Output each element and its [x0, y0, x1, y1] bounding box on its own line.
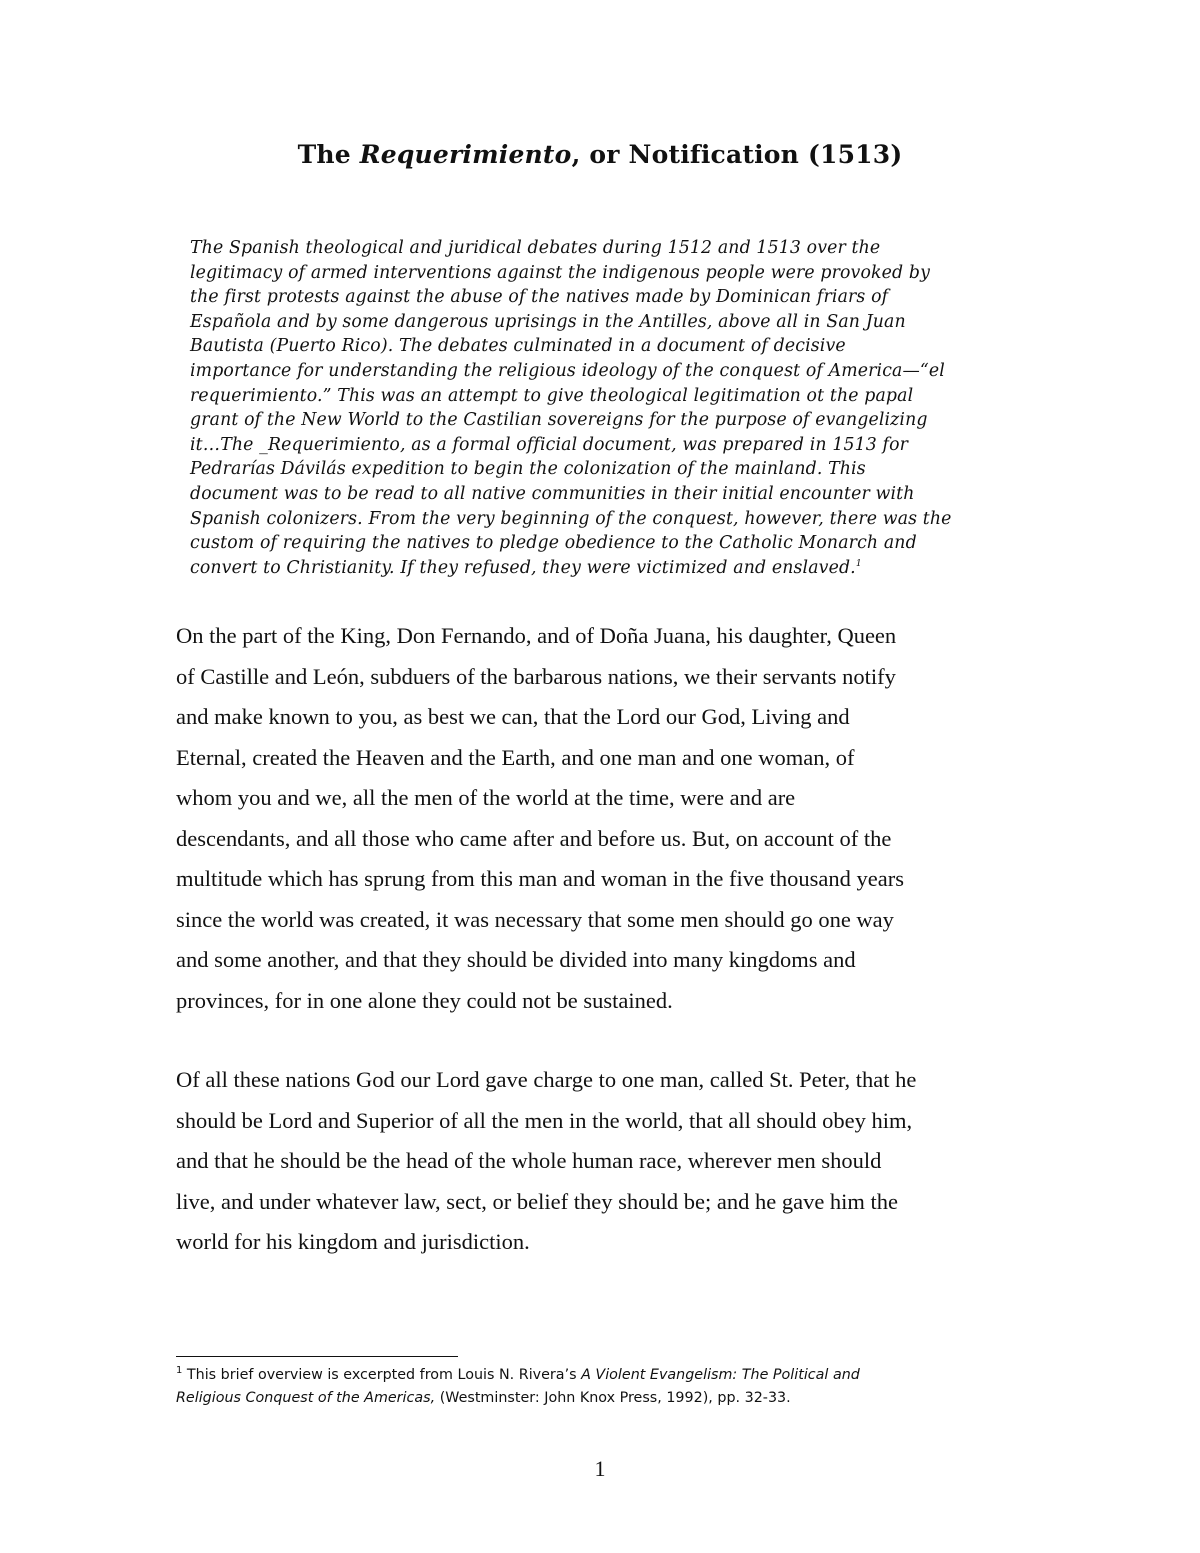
paragraph-line: and some another, and that they should be divided into many kingdoms and: [176, 947, 856, 972]
paragraph-line: multitude which has sprung from this man and woman in the five thousand years: [176, 866, 904, 891]
paragraph-line: should be Lord and Superior of all the men in the world, that all should obey him,: [176, 1107, 913, 1133]
paragraph-line: whom you and we, all the men of the world at the time, were and are: [176, 785, 796, 810]
intro-line: the first protests against the abuse of the natives made by Dominican friars of: [190, 287, 889, 308]
body-paragraph-1: [176, 616, 1036, 1021]
footnote-reference[interactable]: 1: [855, 558, 862, 569]
document-title: [0, 140, 1200, 169]
title-prefix: The: [297, 140, 360, 169]
paragraph-line: provinces, for in one alone they could not be sustained.: [176, 987, 673, 1013]
paragraph-line: On the part of the King, Don Fernando, and of Doña Juana, his daughter, Queen: [176, 623, 897, 648]
intro-last-line-text: convert to Christianity. If they refused, they were victimized and enslaved.: [190, 557, 856, 578]
paragraph-line: and that he should be the head of the whole human race, wherever men should: [176, 1148, 882, 1173]
intro-line: Pedrarías Dávilás expedition to begin the colonization of the mainland. This: [190, 459, 866, 480]
paragraph-line: of Castille and León, subduers of the barbarous nations, we their servants notify: [176, 663, 896, 689]
page-number: 1: [594, 1456, 606, 1481]
footnote-book-title-cont: Religious Conquest of the Americas,: [176, 1389, 436, 1406]
intro-line: Española and by some dangerous uprisings in the Antilles, above all in San Juan: [190, 311, 906, 332]
intro-line: requerimiento.” This was an attempt to give theological legitimation ot the papal: [190, 385, 914, 406]
intro-line: The Spanish theological and juridical debates during 1512 and 1513 over the: [190, 238, 881, 258]
intro-line: document was to be read to all native communities in their initial encounter with: [190, 483, 915, 504]
paragraph-line: since the world was created, it was necessary that some men should go one way: [176, 906, 894, 932]
footnote-publication: (Westminster: John Knox Press, 1992), pp. 32-33.: [435, 1389, 791, 1406]
paragraph-line: live, and under whatever law, sect, or belief they should be; and he gave him the: [176, 1188, 899, 1214]
paragraph-line: and make known to you, as best we can, that the Lord our God, Living and: [176, 704, 850, 729]
paragraph-line: world for his kingdom and jurisdiction.: [176, 1229, 530, 1254]
intro-line: custom of requiring the natives to pledge obedience to the Catholic Monarch and: [190, 533, 917, 554]
footnote-line-1: [176, 1364, 1036, 1387]
paragraph-line: Of all these nations God our Lord gave charge to one man, called St. Peter, that he: [176, 1067, 917, 1092]
footnote-marker: 1: [176, 1365, 183, 1377]
footnote-line-2: [176, 1387, 1036, 1410]
footnote-text: This brief overview is excerpted from Louis N. Rivera’s: [182, 1367, 582, 1383]
intro-line: Bautista (Puerto Rico). The debates culminated in a document of decisive: [190, 336, 846, 357]
intro-last-line: [190, 556, 1020, 581]
intro-line: grant of the New World to the Castilian sovereigns for the purpose of evangelizing: [190, 410, 928, 431]
paragraph-line: Eternal, created the Heaven and the Earth, and one man and one woman, of: [176, 744, 855, 770]
intro-line: it…The _Requerimiento, as a formal official document, was prepared in 1513 for: [190, 434, 909, 455]
body-paragraph-2: [176, 1060, 1036, 1263]
intro-line: importance for understanding the religious ideology of the conquest of America—“el: [190, 360, 945, 381]
intro-line: legitimacy of armed interventions against the indigenous people were provoked by: [190, 262, 931, 283]
introduction-block: [190, 236, 1020, 580]
title-emphasis: Requerimiento: [359, 140, 572, 169]
footnote-book-title: A Violent Evangelism: The Political and: [581, 1367, 860, 1383]
footnote-separator: [176, 1356, 458, 1357]
title-suffix: , or Notification (1513): [571, 140, 903, 169]
footnote: [176, 1364, 1036, 1409]
intro-line: Spanish colonizers. From the very beginning of the conquest, however, there was the: [190, 508, 952, 529]
paragraph-line: descendants, and all those who came after and before us. But, on account of the: [176, 825, 892, 851]
